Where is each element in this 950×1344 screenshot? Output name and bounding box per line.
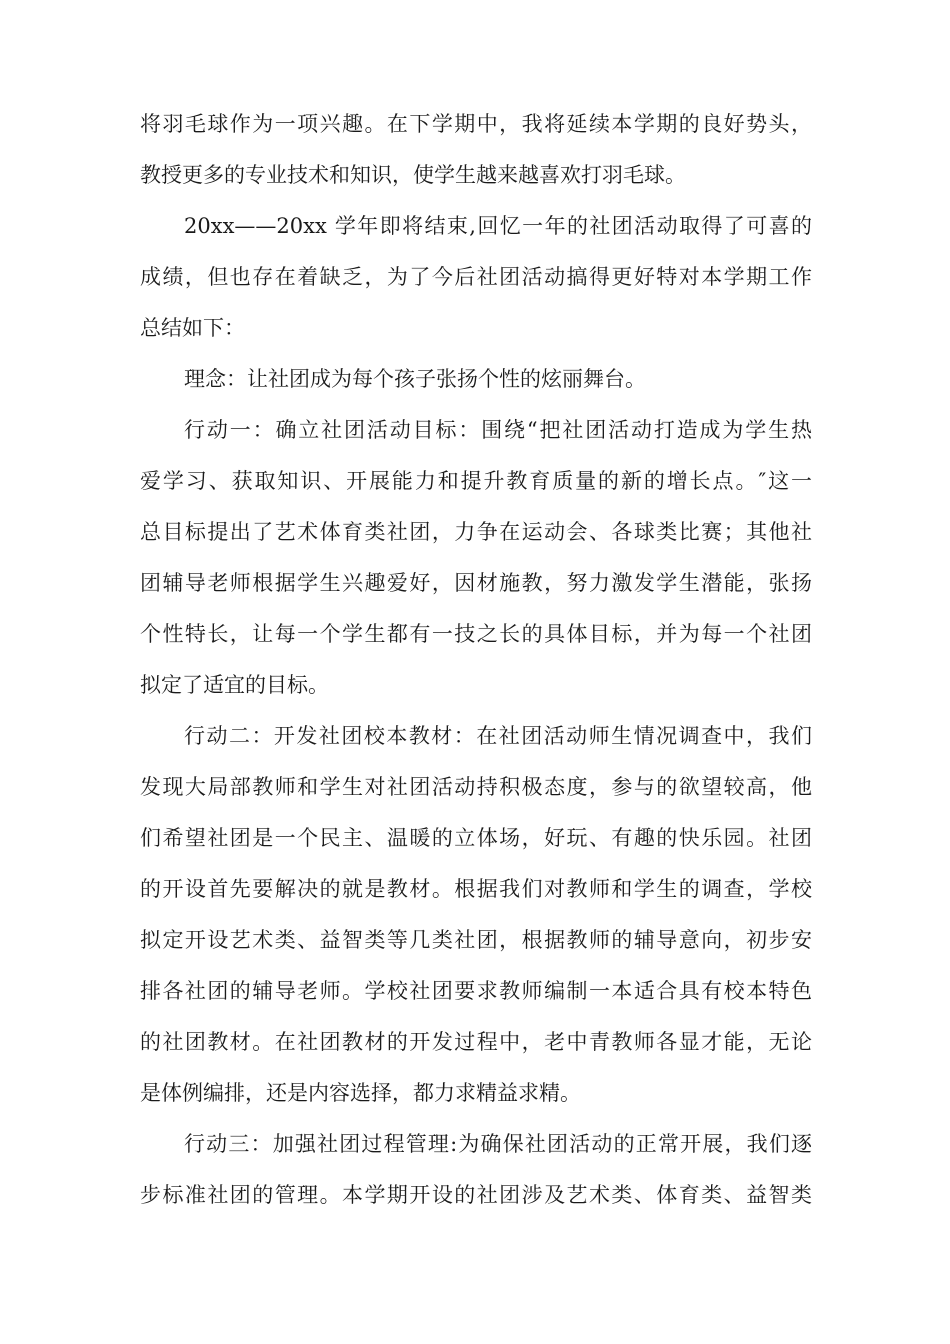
text-line: 爱学习、获取知识、开展能力和提升教育质量的新的增长点。″这一	[140, 469, 812, 493]
text-line: 个性特长，让每一个学生都有一技之长的具体目标，并为每一个社团	[140, 622, 812, 646]
text-line: 将羽毛球作为一项兴趣。在下学期中，我将延续本学期的良好势头，	[140, 112, 812, 136]
text-line: 拟定开设艺术类、益智类等几类社团，根据教师的辅导意向，初步安	[140, 928, 812, 952]
text-line: 拟定了适宜的目标。	[140, 673, 329, 697]
document-body	[140, 99, 812, 1221]
text-line: 教授更多的专业技术和知识，使学生越来越喜欢打羽毛球。	[140, 163, 686, 187]
text-line: 20xx——20xx 学年即将结束,回忆一年的社团活动取得了可喜的	[184, 214, 812, 238]
text-line: 理念：让社团成为每个孩子张扬个性的炫丽舞台。	[184, 367, 646, 391]
text-line: 行动一：确立社团活动目标：围绕“把社团活动打造成为学生热	[184, 418, 812, 442]
text-line: 总结如下：	[140, 316, 245, 340]
text-line: 团辅导老师根据学生兴趣爱好，因材施教，努力激发学生潜能，张扬	[140, 571, 812, 595]
text-line: 成绩，但也存在着缺乏，为了今后社团活动搞得更好特对本学期工作	[140, 265, 812, 289]
text-line: 排各社团的辅导老师。学校社团要求教师编制一本适合具有校本特色	[140, 979, 812, 1003]
text-line: 的社团教材。在社团教材的开发过程中，老中青教师各显才能，无论	[140, 1030, 812, 1054]
text-line: 的开设首先要解决的就是教材。根据我们对教师和学生的调查，学校	[140, 877, 812, 901]
text-line: 总目标提出了艺术体育类社团，力争在运动会、各球类比赛；其他社	[140, 520, 812, 544]
text-line: 行动二：开发社团校本教材：在社团活动师生情况调查中，我们	[184, 724, 812, 748]
text-line: 们希望社团是一个民主、温暖的立体场，好玩、有趣的快乐园。社团	[140, 826, 812, 850]
text-line: 发现大局部教师和学生对社团活动持积极态度，参与的欲望较高，他	[140, 775, 812, 799]
text-line: 步标准社团的管理。本学期开设的社团涉及艺术类、体育类、益智类	[140, 1183, 812, 1207]
text-line: 行动三：加强社团过程管理:为确保社团活动的正常开展，我们逐	[184, 1132, 812, 1156]
text-line: 是体例编排，还是内容选择，都力求精益求精。	[140, 1081, 581, 1105]
